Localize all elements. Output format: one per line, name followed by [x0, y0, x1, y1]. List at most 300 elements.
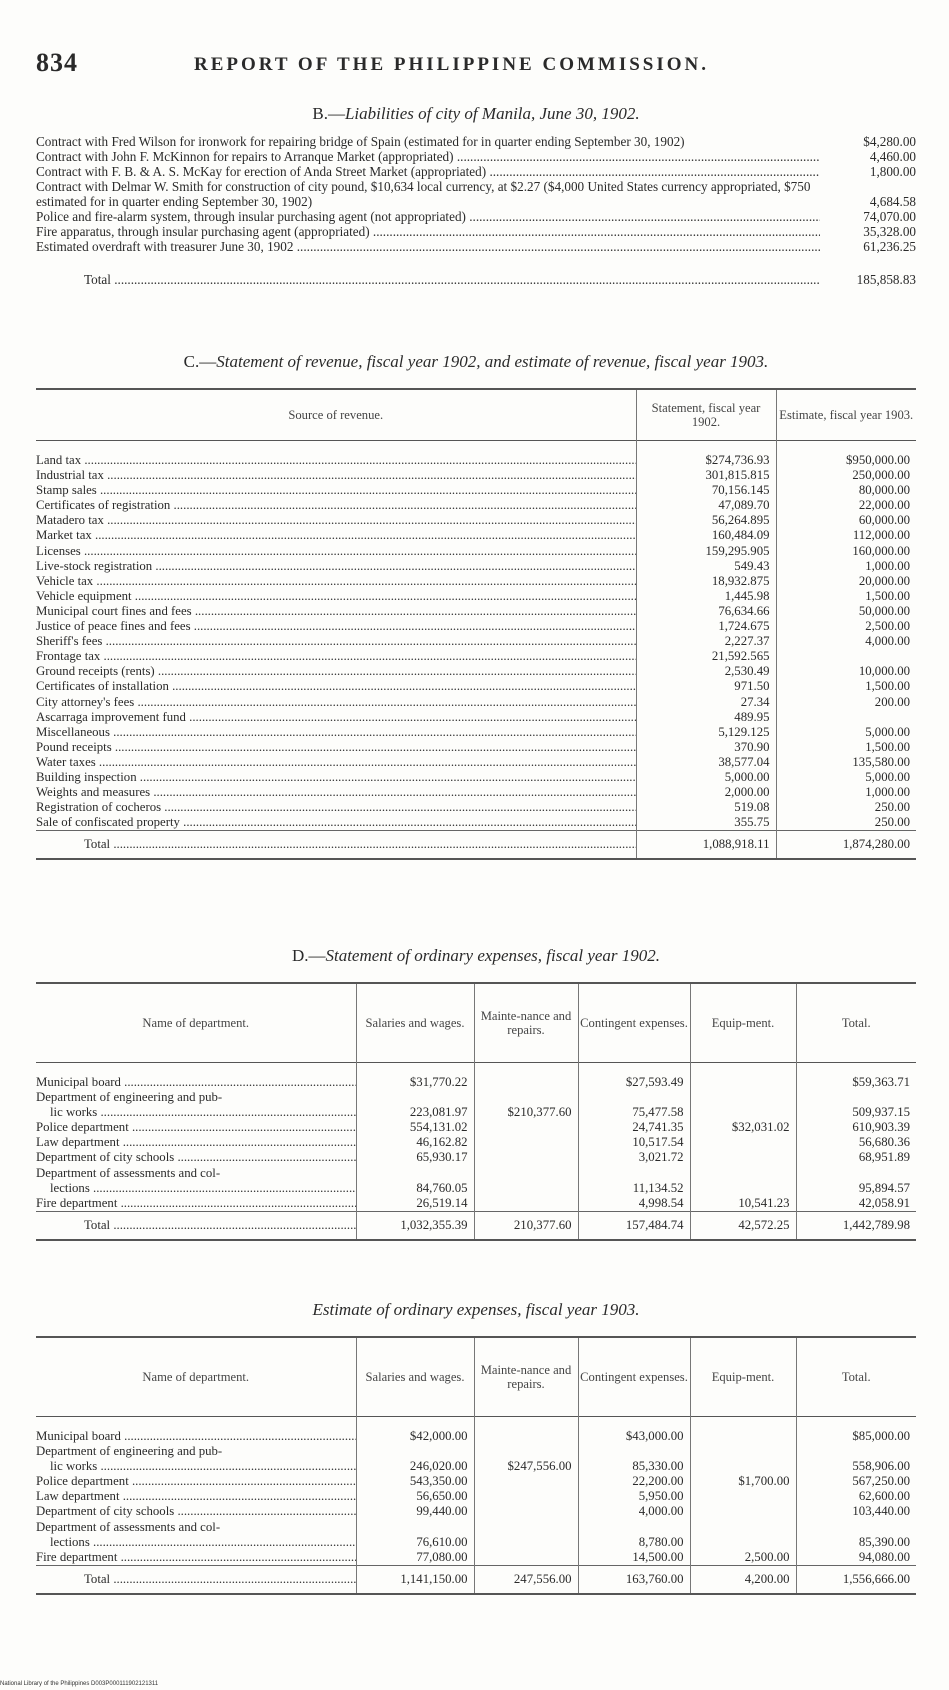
value-total: 509,937.15: [852, 1105, 910, 1120]
department-row: [36, 1166, 916, 1196]
revenue-header-row: [36, 389, 916, 441]
revenue-source: [36, 634, 636, 649]
department-row: [36, 1550, 916, 1566]
value-salaries: 223,081.97: [409, 1105, 468, 1120]
col-department: Name of department.: [142, 1370, 250, 1384]
revenue-1903: 250,000.00: [776, 468, 916, 483]
cell-maintenance: [474, 1090, 578, 1120]
department-name-line: Department of engineering and pub-: [36, 1090, 223, 1105]
value-contingent: 24,741.35: [632, 1120, 684, 1135]
department-row: [36, 1474, 916, 1489]
liability-label: Contract with Delmar W. Smith for construction of city pound, $10,634 local currency, at $2.27 ($4,000 United States currency appropriated, $750 estimated for in quarter ending September 30, 1902): [36, 179, 811, 209]
value-contingent: 10,517.54: [632, 1135, 684, 1150]
value-contingent: $27,593.49: [625, 1075, 684, 1089]
department-name-line: Department of engineering and pub-: [36, 1444, 223, 1459]
total-total: 1,556,666.00: [796, 1565, 916, 1594]
cell-maintenance: [474, 1550, 578, 1566]
cell-contingent: [578, 1135, 690, 1150]
department-name-line: Department of assessments and col-: [36, 1165, 221, 1180]
revenue-1903: 60,000.00: [776, 513, 916, 528]
revenue-row: [36, 740, 916, 755]
revenue-1902: 5,000.00: [636, 770, 776, 785]
value-contingent: 4,000.00: [638, 1504, 684, 1519]
value-contingent: 5,950.00: [638, 1489, 684, 1504]
revenue-1903: 250.00: [776, 815, 916, 831]
cell-salaries: [356, 1135, 474, 1150]
revenue-1902: 519.08: [636, 800, 776, 815]
revenue-1903: 22,000.00: [776, 498, 916, 513]
liability-label: Police and fire-alarm system, through insular purchasing agent (not appropriated) .....: [36, 209, 820, 224]
revenue-source-label: Municipal court fines and fees .....: [36, 604, 636, 618]
liability-item: [36, 164, 916, 179]
cell-total: [796, 1075, 916, 1090]
section-c-title-text: Statement of revenue, fiscal year 1902, and estimate of revenue, fiscal year 1903.: [216, 352, 769, 371]
cell-maintenance: [474, 1166, 578, 1196]
revenue-1902: 1,724.675: [636, 619, 776, 634]
cell-total: [796, 1444, 916, 1474]
department-name: [36, 1090, 356, 1120]
revenue-1903: 1,000.00: [776, 785, 916, 800]
revenue-1902: 2,530.49: [636, 664, 776, 679]
value-equipment: 2,500.00: [744, 1549, 790, 1564]
col-equipment: Equip-ment.: [690, 983, 796, 1063]
col-department: Name of department.: [142, 1016, 250, 1030]
liability-item: [36, 149, 916, 164]
revenue-1903: 1,500.00: [776, 740, 916, 755]
revenue-row: [36, 755, 916, 770]
department-name: [36, 1120, 356, 1135]
revenue-source-label: Ground receipts (rents) .....: [36, 664, 636, 678]
revenue-source: [36, 619, 636, 634]
revenue-source: [36, 604, 636, 619]
cell-contingent: [578, 1520, 690, 1550]
department-row: [36, 1429, 916, 1444]
cell-equipment: [690, 1090, 796, 1120]
cell-contingent: [578, 1489, 690, 1504]
revenue-1903: 1,500.00: [776, 589, 916, 604]
revenue-source: [36, 785, 636, 800]
revenue-row: [36, 559, 916, 574]
total-contingent: 157,484.74: [578, 1211, 690, 1240]
liability-item: [36, 134, 916, 149]
section-b-lead: B.—: [312, 104, 345, 123]
department-name: [36, 1489, 356, 1504]
cell-equipment: [690, 1504, 796, 1519]
revenue-row: [36, 468, 916, 483]
liability-amount: 1,800.00: [869, 164, 916, 179]
revenue-1902: 1,445.98: [636, 589, 776, 604]
value-salaries: 56,650.00: [416, 1489, 468, 1504]
value-equipment: $1,700.00: [738, 1474, 790, 1489]
col-contingent: Contingent expenses.: [578, 1337, 690, 1417]
liabilities-list: [36, 134, 916, 287]
value-total: 95,894.57: [858, 1180, 910, 1195]
liability-amount: 74,070.00: [863, 209, 916, 224]
cell-salaries: [356, 1166, 474, 1196]
liability-amount: 61,236.25: [863, 239, 916, 254]
revenue-1902: 489.95: [636, 710, 776, 725]
cell-salaries: [356, 1429, 474, 1444]
revenue-source: [36, 770, 636, 785]
revenue-1903: 2,500.00: [776, 619, 916, 634]
value-total: 103,440.00: [852, 1504, 910, 1519]
total-label: Total .....: [84, 272, 820, 287]
cell-equipment: [690, 1489, 796, 1504]
expenses-1902-table: [36, 982, 916, 1241]
cell-salaries: [356, 1444, 474, 1474]
revenue-total-row: [36, 831, 916, 860]
revenue-1903: $950,000.00: [776, 453, 916, 468]
value-total: 68,951.89: [858, 1150, 910, 1165]
cell-salaries: [356, 1474, 474, 1489]
department-name: [36, 1196, 356, 1212]
revenue-source-label: Industrial tax .....: [36, 468, 636, 482]
liability-item: [36, 239, 916, 254]
value-contingent: 75,477.58: [632, 1105, 684, 1120]
revenue-1902: 159,295.905: [636, 544, 776, 559]
section-b-title-text: Liabilities of city of Manila, June 30, 1902.: [344, 104, 640, 123]
revenue-1902: 370.90: [636, 740, 776, 755]
liability-text: [36, 209, 820, 224]
col-source: Source of revenue.: [288, 408, 384, 422]
revenue-source: [36, 800, 636, 815]
department-name-line: Department of city schools .....: [36, 1150, 356, 1165]
value-salaries: 77,080.00: [416, 1549, 468, 1564]
cell-salaries: [356, 1550, 474, 1566]
revenue-row: [36, 710, 916, 725]
department-total-row: [36, 1565, 916, 1594]
total-salaries: 1,141,150.00: [356, 1565, 474, 1594]
department-name-line: Law department .....: [36, 1489, 356, 1504]
department-name: [36, 1444, 356, 1474]
revenue-1902: $274,736.93: [636, 453, 776, 468]
value-contingent: 8,780.00: [638, 1534, 684, 1549]
cell-total: [796, 1474, 916, 1489]
revenue-source-label: Market tax .....: [36, 528, 636, 542]
department-name: [36, 1135, 356, 1150]
department-name-line: Police department .....: [36, 1474, 356, 1489]
cell-salaries: [356, 1090, 474, 1120]
liability-text: [36, 149, 820, 164]
revenue-1902: 18,932.875: [636, 574, 776, 589]
revenue-source-label: Vehicle equipment .....: [36, 589, 636, 603]
liability-label: Contract with Fred Wilson for ironwork for repairing bridge of Spain (estimated for in quarter ending September 30, 1902): [36, 134, 685, 149]
department-row: [36, 1196, 916, 1212]
revenue-1902: 355.75: [636, 815, 776, 831]
cell-salaries: [356, 1520, 474, 1550]
revenue-row: [36, 453, 916, 468]
revenue-source-label: City attorney's fees .....: [36, 695, 636, 709]
cell-contingent: [578, 1150, 690, 1165]
revenue-row: [36, 770, 916, 785]
revenue-row: [36, 604, 916, 619]
department-total-row: [36, 1211, 916, 1240]
cell-salaries: [356, 1150, 474, 1165]
department-name-line: Fire department .....: [36, 1550, 356, 1565]
cell-total: [796, 1090, 916, 1120]
revenue-source: [36, 649, 636, 664]
value-salaries: 543,350.00: [409, 1474, 468, 1489]
revenue-1903: 10,000.00: [776, 664, 916, 679]
department-row: [36, 1504, 916, 1519]
col-salaries: Salaries and wages.: [356, 983, 474, 1063]
cell-equipment: [690, 1135, 796, 1150]
revenue-source-label: Ascarraga improvement fund .....: [36, 710, 636, 724]
liability-text: [36, 164, 820, 179]
value-contingent: 85,330.00: [632, 1459, 684, 1474]
revenue-row: [36, 634, 916, 649]
liability-amount: $4,280.00: [863, 134, 916, 149]
department-name: [36, 1166, 356, 1196]
total-label: Total .....: [84, 1218, 356, 1232]
total-maintenance: 247,556.00: [474, 1565, 578, 1594]
col-maintenance: Mainte-nance and repairs.: [474, 983, 578, 1063]
liability-label: Contract with John F. McKinnon for repairs to Arranque Market (appropriated) .....: [36, 149, 820, 164]
revenue-source-label: Matadero tax .....: [36, 513, 636, 527]
cell-total: [796, 1504, 916, 1519]
cell-salaries: [356, 1120, 474, 1135]
department-row: [36, 1150, 916, 1165]
revenue-source-label: Justice of peace fines and fees .....: [36, 619, 636, 633]
section-e-title-text: Estimate of ordinary expenses, fiscal year 1903.: [312, 1300, 640, 1319]
col-salaries: Salaries and wages.: [356, 1337, 474, 1417]
value-salaries: 554,131.02: [409, 1120, 468, 1135]
total-total: 1,442,789.98: [796, 1211, 916, 1240]
revenue-source-label: Certificates of registration .....: [36, 498, 636, 512]
revenue-1902: 2,227.37: [636, 634, 776, 649]
revenue-source-label: Registration of cocheros .....: [36, 800, 636, 814]
value-total: $59,363.71: [852, 1075, 910, 1089]
revenue-source: [36, 755, 636, 770]
value-contingent: 22,200.00: [632, 1474, 684, 1489]
revenue-1903: 1,000.00: [776, 559, 916, 574]
section-d-title-text: Statement of ordinary expenses, fiscal year 1902.: [325, 946, 661, 965]
liability-item: [36, 179, 916, 209]
revenue-1903: 5,000.00: [776, 725, 916, 740]
revenue-1903: 5,000.00: [776, 770, 916, 785]
cell-contingent: [578, 1120, 690, 1135]
col-total: Total.: [796, 983, 916, 1063]
value-salaries: 246,020.00: [409, 1459, 468, 1474]
value-total: 56,680.36: [858, 1135, 910, 1150]
department-name-line: Municipal board .....: [36, 1429, 356, 1444]
value-total: 62,600.00: [858, 1489, 910, 1504]
department-row: [36, 1090, 916, 1120]
department-name: [36, 1429, 356, 1444]
col-total: Total.: [796, 1337, 916, 1417]
liability-label: Fire apparatus, through insular purchasing agent (appropriated) .....: [36, 224, 820, 239]
cell-maintenance: [474, 1504, 578, 1519]
revenue-source: [36, 574, 636, 589]
cell-equipment: [690, 1075, 796, 1090]
cell-contingent: [578, 1166, 690, 1196]
page-header: [36, 48, 916, 82]
cell-equipment: [690, 1444, 796, 1474]
revenue-source: [36, 695, 636, 710]
revenue-source-label: Weights and measures .....: [36, 785, 636, 799]
revenue-row: [36, 574, 916, 589]
value-contingent: 11,134.52: [632, 1180, 684, 1195]
section-e-title: [36, 1300, 916, 1320]
value-contingent: 14,500.00: [632, 1549, 684, 1564]
value-equipment: $32,031.02: [731, 1120, 790, 1135]
total-equipment: 4,200.00: [690, 1565, 796, 1594]
revenue-row: [36, 695, 916, 710]
revenue-1902: 47,089.70: [636, 498, 776, 513]
revenue-source-label: Pound receipts .....: [36, 740, 636, 754]
revenue-source-label: Land tax .....: [36, 453, 636, 467]
cell-equipment: [690, 1429, 796, 1444]
department-name-line: Department of city schools .....: [36, 1504, 356, 1519]
liability-text: [36, 179, 820, 209]
value-salaries: 99,440.00: [416, 1504, 468, 1519]
revenue-row: [36, 498, 916, 513]
value-total: 567,250.00: [852, 1474, 910, 1489]
revenue-source: [36, 453, 636, 468]
section-c-lead: C.—: [183, 352, 217, 371]
liability-label: Contract with F. B. & A. S. McKay for erection of Anda Street Market (appropriated) .....: [36, 164, 820, 179]
cell-equipment: [690, 1150, 796, 1165]
revenue-source-label: Miscellaneous .....: [36, 725, 636, 739]
value-salaries: 65,930.17: [416, 1150, 468, 1165]
col-estimate-1903: Estimate, fiscal year 1903.: [776, 389, 916, 441]
revenue-source: [36, 498, 636, 513]
value-salaries: 84,760.05: [416, 1180, 468, 1195]
col-statement-1902: Statement, fiscal year 1902.: [636, 389, 776, 441]
revenue-1902: 76,634.66: [636, 604, 776, 619]
department-name-line: Department of assessments and col-: [36, 1519, 221, 1534]
cell-maintenance: [474, 1196, 578, 1212]
department-name-line: lections .....: [36, 1535, 356, 1550]
total-salaries: 1,032,355.39: [356, 1211, 474, 1240]
cell-equipment: [690, 1166, 796, 1196]
cell-total: [796, 1550, 916, 1566]
revenue-1903: 50,000.00: [776, 604, 916, 619]
department-row: [36, 1520, 916, 1550]
revenue-1903: [776, 649, 916, 664]
revenue-row: [36, 679, 916, 694]
revenue-row: [36, 513, 916, 528]
revenue-row: [36, 800, 916, 815]
revenue-source-label: Building inspection .....: [36, 770, 636, 784]
department-row: [36, 1135, 916, 1150]
cell-salaries: [356, 1504, 474, 1519]
cell-maintenance: [474, 1120, 578, 1135]
cell-total: [796, 1166, 916, 1196]
revenue-1902: 160,484.09: [636, 528, 776, 543]
revenue-1903: [776, 710, 916, 725]
cell-total: [796, 1429, 916, 1444]
liability-amount: 4,684.58: [869, 194, 916, 209]
revenue-row: [36, 619, 916, 634]
department-name: [36, 1150, 356, 1165]
total-equipment: 42,572.25: [690, 1211, 796, 1240]
liability-total-amount: 185,858.83: [856, 272, 916, 287]
revenue-source: [36, 815, 636, 831]
liability-amount: 35,328.00: [863, 224, 916, 239]
cell-total: [796, 1120, 916, 1135]
liability-label: Estimated overdraft with treasurer June 30, 1902 .....: [36, 239, 820, 254]
department-row: [36, 1444, 916, 1474]
section-d-lead: D.—: [291, 946, 326, 965]
value-maintenance: $210,377.60: [507, 1105, 572, 1120]
liability-amount: 4,460.00: [869, 149, 916, 164]
liability-item: [36, 209, 916, 224]
revenue-row: [36, 725, 916, 740]
cell-contingent: [578, 1075, 690, 1090]
revenue-source: [36, 544, 636, 559]
revenue-source: [36, 725, 636, 740]
revenue-source-label: Water taxes .....: [36, 755, 636, 769]
cell-contingent: [578, 1196, 690, 1212]
department-name-line: lic works .....: [36, 1105, 356, 1120]
revenue-table: [36, 388, 916, 860]
cell-contingent: [578, 1474, 690, 1489]
revenue-1902: 38,577.04: [636, 755, 776, 770]
estimate-1903-table: [36, 1336, 916, 1595]
cell-maintenance: [474, 1474, 578, 1489]
revenue-row: [36, 544, 916, 559]
department-name-line: Law department .....: [36, 1135, 356, 1150]
value-salaries: 26,519.14: [416, 1195, 468, 1210]
value-total: 610,903.39: [852, 1120, 910, 1135]
cell-salaries: [356, 1489, 474, 1504]
value-total: 85,390.00: [858, 1534, 910, 1549]
cell-contingent: [578, 1550, 690, 1566]
liability-text: [36, 134, 820, 149]
revenue-source: [36, 679, 636, 694]
revenue-source: [36, 559, 636, 574]
scan-footer: National Library of the Philippines D003P000111902121311: [0, 1681, 159, 1687]
revenue-1902: 70,156.145: [636, 483, 776, 498]
department-total-label-cell: [36, 1211, 356, 1240]
cell-total: [796, 1489, 916, 1504]
value-total: 558,906.00: [852, 1459, 910, 1474]
col-contingent: Contingent expenses.: [578, 983, 690, 1063]
liability-total-text: [84, 272, 820, 287]
liability-text: [36, 239, 820, 254]
cell-maintenance: [474, 1135, 578, 1150]
revenue-1902: 301,815.815: [636, 468, 776, 483]
value-contingent: 4,998.54: [638, 1195, 684, 1210]
cell-maintenance: [474, 1489, 578, 1504]
cell-contingent: [578, 1429, 690, 1444]
value-contingent: 3,021.72: [638, 1150, 684, 1165]
department-total-label-cell: [36, 1565, 356, 1594]
revenue-1903: 4,000.00: [776, 634, 916, 649]
value-salaries: $42,000.00: [409, 1429, 468, 1443]
revenue-1902: 21,592.565: [636, 649, 776, 664]
section-d-title: [36, 946, 916, 966]
col-equipment: Equip-ment.: [690, 1337, 796, 1417]
revenue-row: [36, 664, 916, 679]
value-equipment: 10,541.23: [738, 1195, 790, 1210]
department-name-line: Fire department .....: [36, 1196, 356, 1211]
revenue-1903: 20,000.00: [776, 574, 916, 589]
cell-maintenance: [474, 1520, 578, 1550]
total-label: Total .....: [84, 1572, 356, 1586]
col-maintenance: Mainte-nance and repairs.: [474, 1337, 578, 1417]
cell-total: [796, 1135, 916, 1150]
revenue-total-label-cell: [36, 831, 636, 860]
page-number: 834: [36, 48, 78, 77]
revenue-1903: 80,000.00: [776, 483, 916, 498]
revenue-source-label: Sale of confiscated property .....: [36, 815, 636, 829]
cell-total: [796, 1150, 916, 1165]
total-maintenance: 210,377.60: [474, 1211, 578, 1240]
revenue-1903: 1,500.00: [776, 679, 916, 694]
revenue-1903: 135,580.00: [776, 755, 916, 770]
